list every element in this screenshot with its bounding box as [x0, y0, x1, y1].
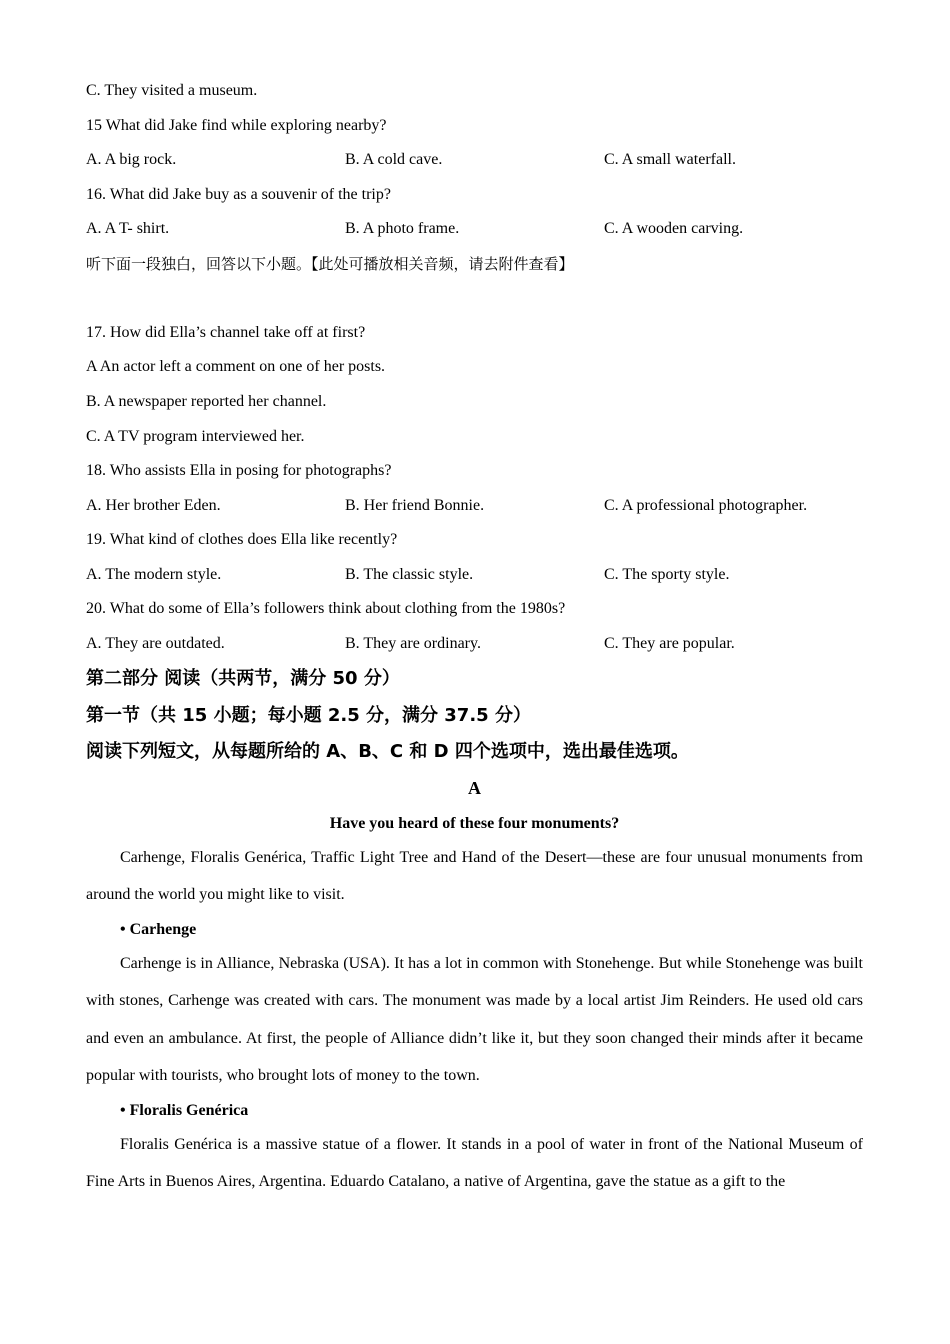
passage-label: A [468, 778, 481, 798]
floralis-heading: • Floralis Genérica [120, 1102, 249, 1119]
question-18: 18. Who assists Ella in posing for photographs? [86, 462, 392, 479]
question-17: 17. How did Ella’s channel take off at first? [86, 324, 366, 341]
question-15: 15 What did Jake find while exploring nearby? [86, 117, 387, 134]
q15-option-c: C. A small waterfall. [604, 151, 736, 168]
question-19: 19. What kind of clothes does Ella like recently? [86, 531, 398, 548]
q19-option-c: C. The sporty style. [604, 566, 730, 583]
q15-option-b: B. A cold cave. [345, 151, 443, 168]
passage-title: Have you heard of these four monuments? [329, 815, 620, 832]
section1-heading: 第一节（共 15 小题；每小题 2.5 分，满分 37.5 分） [86, 705, 531, 726]
listening-instruction: 听下面一段独白，回答以下小题。【此处可播放相关音频，请去附件查看】 [86, 255, 574, 273]
q18-option-b: B. Her friend Bonnie. [345, 497, 485, 514]
q16-option-c: C. A wooden carving. [604, 220, 744, 237]
part2-heading: 第二部分 阅读（共两节，满分 50 分） [86, 668, 400, 689]
q18-option-a: A. Her brother Eden. [86, 497, 221, 514]
q18-option-c: C. A professional photographer. [604, 497, 808, 514]
passage-intro: Carhenge, Floralis Genérica, Traffic Light Tree and Hand of the Desert—these are four unusual monuments from around the world you might like to visit. [86, 849, 863, 904]
question-20: 20. What do some of Ella’s followers think about clothing from the 1980s? [86, 600, 566, 617]
floralis-paragraph: Floralis Genérica is a massive statue of a flower. It stands in a pool of water in front of the National Museum of Fine Arts in Buenos Aires, Argentina. Eduardo Catalano, a native of Argentina, gave the statue as a gift to the [86, 1136, 863, 1191]
q16-option-a: A. A T- shirt. [86, 220, 170, 237]
q17-option-b: B. A newspaper reported her channel. [86, 393, 327, 410]
q19-option-a: A. The modern style. [86, 566, 222, 583]
q17-option-a: A An actor left a comment on one of her posts. [86, 358, 386, 375]
carhenge-paragraph: Carhenge is in Alliance, Nebraska (USA). It has a lot in common with Stonehenge. But while Stonehenge was built with stones, Carhenge was created with cars. The monument was made by a local artist Jim Reinders. He used old cars and even an ambulance. At first, the people of Alliance didn’t like it, but they soon changed their minds after it became popular with tourists, who brought lots of money to the town. [86, 955, 863, 1084]
q14-option-c: C. They visited a museum. [86, 82, 258, 99]
q19-option-b: B. The classic style. [345, 566, 474, 583]
carhenge-heading: • Carhenge [120, 921, 197, 938]
q15-option-a: A. A big rock. [86, 151, 177, 168]
reading-directions: 阅读下列短文，从每题所给的 A、B、C 和 D 四个选项中，选出最佳选项。 [86, 741, 689, 762]
q20-option-b: B. They are ordinary. [345, 635, 481, 652]
question-16: 16. What did Jake buy as a souvenir of the trip? [86, 186, 391, 203]
q20-option-c: C. They are popular. [604, 635, 735, 652]
q20-option-a: A. They are outdated. [86, 635, 225, 652]
q16-option-b: B. A photo frame. [345, 220, 460, 237]
q17-option-c: C. A TV program interviewed her. [86, 428, 305, 445]
